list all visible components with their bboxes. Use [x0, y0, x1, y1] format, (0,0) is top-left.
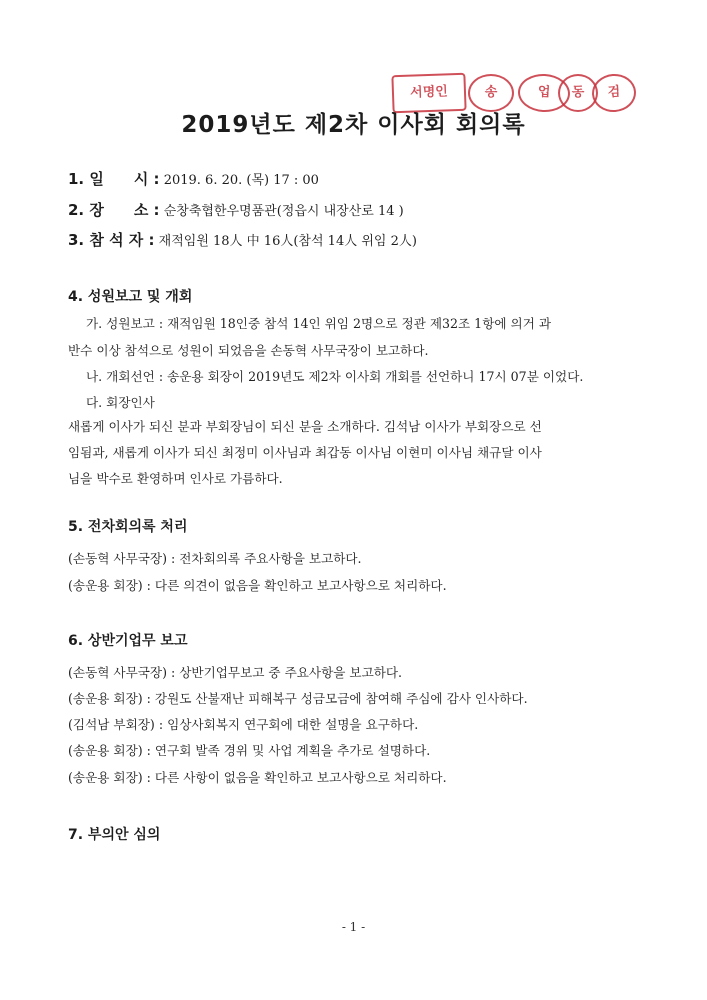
section-heading: 4. 성원보고 및 개회 — [68, 289, 193, 305]
meeting-attendees — [68, 229, 417, 250]
paragraph-line: 가. 성원보고 : 재적임원 18인중 참석 14인 위임 2명으로 정관 제32조 1항에 의거 과 — [86, 316, 552, 331]
paragraph-line: 임됨과, 새롭게 이사가 되신 최정미 이사님과 최갑동 이사님 이현미 이사님 채규달 이사 — [68, 445, 542, 460]
attendees-label: 3. 참 석 자 : — [68, 231, 155, 249]
paragraph-line: (손동혁 사무국장) : 전차회의록 주요사항을 보고하다. — [68, 551, 362, 566]
place-value: 순창축협한우명품관(정읍시 내장산로 14 ) — [163, 204, 404, 219]
document-title: 2019년도 제2차 이사회 회의록 — [181, 112, 526, 138]
attendees-value: 재적임원 18人 中 16人(참석 14人 위임 2人) — [158, 234, 417, 249]
paragraph-line: (송운용 회장) : 다른 사항이 없음을 확인하고 보고사항으로 처리하다. — [68, 770, 447, 785]
paragraph-line: 님을 박수로 환영하며 인사로 가름하다. — [68, 471, 283, 486]
section-heading: 7. 부의안 심의 — [68, 827, 161, 843]
paragraph-line: 나. 개회선언 : 송운용 회장이 2019년도 제2차 이사회 개회를 선언하니 17시 07분 이었다. — [86, 369, 584, 384]
page-number: - 1 - — [341, 920, 366, 934]
paragraph-line: 반수 이상 참석으로 성원이 되었음을 손동혁 사무국장이 보고하다. — [68, 343, 429, 358]
approval-stamp: 검 — [591, 73, 638, 114]
section-heading: 6. 상반기업무 보고 — [68, 633, 188, 649]
paragraph-line: (송운용 회장) : 강원도 산불재난 피해복구 성금모금에 참여해 주심에 감사 인사하다. — [68, 691, 528, 706]
paragraph-line: 다. 회장인사 — [86, 395, 155, 410]
date-label: 1. 일 시 : — [68, 170, 160, 188]
section-heading: 5. 전차회의록 처리 — [68, 519, 188, 535]
approval-stamp: 서명인 — [391, 73, 466, 114]
paragraph-line: 새롭게 이사가 되신 분과 부회장님이 되신 분을 소개하다. 김석남 이사가 부회장으로 선 — [68, 419, 542, 434]
date-value: 2019. 6. 20. (목) 17 : 00 — [163, 173, 319, 188]
paragraph-line: (김석남 부회장) : 임상사회복지 연구회에 대한 설명을 요구하다. — [68, 717, 419, 732]
approval-stamp: 송 — [468, 74, 514, 112]
place-label: 2. 장 소 : — [68, 201, 160, 219]
approval-stamp: 업 — [517, 73, 571, 114]
approval-stamp: 동 — [558, 74, 598, 112]
meeting-date — [68, 168, 319, 189]
meeting-place — [68, 199, 404, 220]
paragraph-line: (송운용 회장) : 연구회 발족 경위 및 사업 계획을 추가로 설명하다. — [68, 743, 431, 758]
paragraph-line: (손동혁 사무국장) : 상반기업무보고 중 주요사항을 보고하다. — [68, 665, 403, 680]
paragraph-line: (송운용 회장) : 다른 의견이 없음을 확인하고 보고사항으로 처리하다. — [68, 578, 447, 593]
